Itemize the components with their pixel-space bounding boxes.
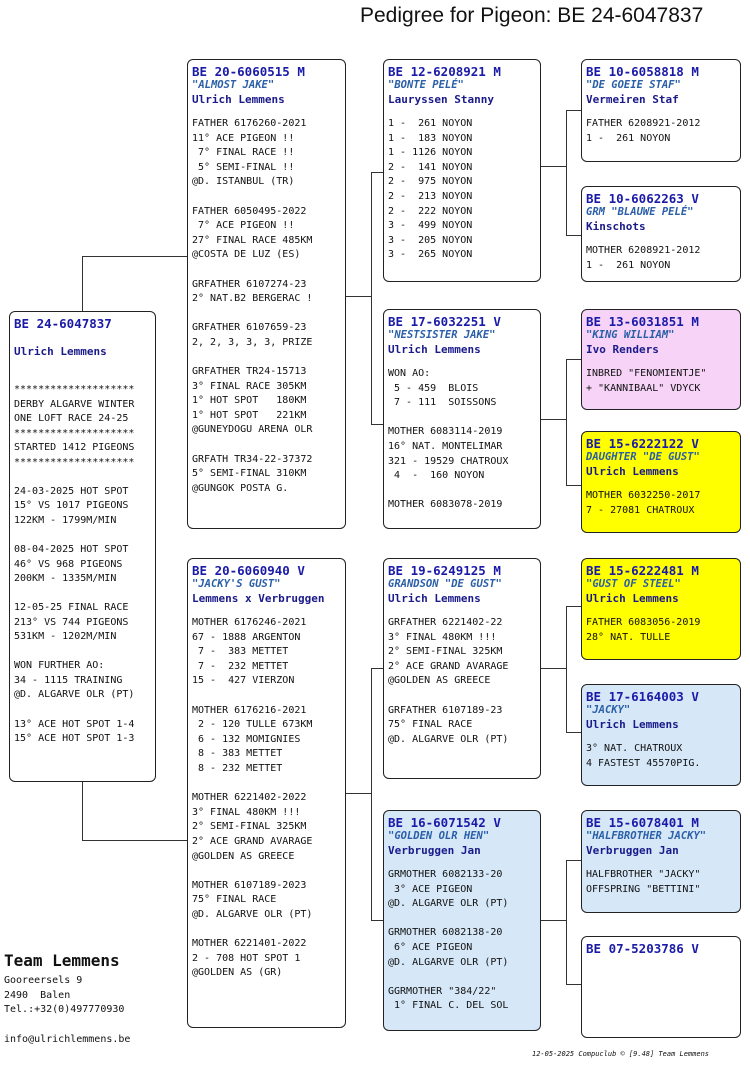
ring-number: BE 15-6222481 M (586, 563, 699, 578)
owner-name: Ivo Renders (586, 343, 659, 356)
owner-name: Ulrich Lemmens (14, 345, 107, 358)
pigeon-name: DAUGHTER "DE GUST" (586, 451, 700, 463)
connector-line (541, 668, 566, 669)
connector-line (566, 110, 567, 235)
connector-line (566, 984, 581, 985)
owner-name: Ulrich Lemmens (586, 718, 679, 731)
pigeon-name: "GOLDEN OLR HEN" (388, 830, 490, 842)
pigeon-details: FATHER 6083056-2019 28° NAT. TULLE (586, 617, 701, 643)
pigeon-details: HALFBROTHER "JACKY" OFFSPRING "BETTINI" (586, 869, 701, 895)
owner-name: Kinschots (586, 220, 646, 233)
connector-line (82, 256, 83, 311)
mother-mother-card[interactable] (383, 810, 541, 1031)
fff-card[interactable] (581, 59, 741, 162)
father-father-card[interactable] (383, 59, 541, 282)
connector-line (371, 172, 383, 173)
pigeon-name: "BONTE PELÉ" (388, 79, 464, 91)
ring-number: BE 20-6060515 M (192, 64, 305, 79)
team-address: Gooreersels 9 2490 Balen Tel.:+32(0)497770930 (4, 975, 125, 1015)
father-card[interactable] (187, 59, 346, 529)
pigeon-details: WON AO: 5 - 459 BLOIS 7 - 111 SOISSONS MOTHER 6083114-2019 16° NAT. MONTELIMAR 321 - 19529 CHATROUX 4 - 160 NOYON MOTHER 6083078-2019 (388, 368, 509, 511)
ring-number: BE 07-5203786 V (586, 941, 699, 956)
connector-line (566, 606, 567, 732)
fmm-card[interactable] (581, 431, 741, 533)
owner-name: Ulrich Lemmens (586, 465, 679, 478)
team-email[interactable]: info@ulrichlemmens.be (4, 1034, 131, 1045)
mother-card[interactable] (187, 558, 346, 1028)
ring-number: BE 19-6249125 M (388, 563, 501, 578)
pigeon-details: GRMOTHER 6082133-20 3° ACE PIGEON @D. ALGARVE OLR (PT) GRMOTHER 6082138-20 6° ACE PIGEON @D. ALGARVE OLR (PT) GGRMOTHER "384/22" 1° FINAL C. DEL SOL (388, 869, 509, 1012)
ring-number: BE 15-6222122 V (586, 436, 699, 451)
connector-line (541, 920, 566, 921)
ring-number: BE 24-6047837 (14, 316, 112, 331)
ring-number: BE 20-6060940 V (192, 563, 305, 578)
connector-line (346, 296, 371, 297)
owner-name: Verbruggen Jan (388, 844, 481, 857)
ring-number: BE 10-6062263 V (586, 191, 699, 206)
connector-line (371, 668, 383, 669)
owner-name: Lauryssen Stanny (388, 93, 494, 106)
ffm-card[interactable] (581, 186, 741, 282)
connector-line (566, 732, 581, 733)
pigeon-details: MOTHER 6176246-2021 67 - 1888 ARGENTON 7 - 383 METTET 7 - 232 METTET 15 - 427 VIERZON MOTHER 6176216-2021 2 - 120 TULLE 673KM 6 - 132 MOMIGNIES 8 - 383 METTET 8 - 232 METTET MOTHER 6221402-2022 3° FINAL 480KM !!! 2° SEMI-FINAL 325KM 2° ACE GRAND AVARAGE @GOLDEN AS GREECE MOTHER 6107189-2023 75° FINAL RACE @D. ALGARVE OLR (PT) MOTHER 6221401-2022 2 - 708 HOT SPOT 1 @GOLDEN AS (GR) (192, 617, 313, 979)
footer-credit: 12-05-2025 Compuclub © [9.48] Team Lemmens (532, 1050, 710, 1058)
connector-line (82, 840, 187, 841)
mmf-card[interactable] (581, 810, 741, 913)
mmm-card[interactable] (581, 936, 741, 1038)
father-mother-card[interactable] (383, 309, 541, 529)
pigeon-details: MOTHER 6032250-2017 7 - 27081 CHATROUX (586, 490, 701, 516)
connector-line (371, 424, 383, 425)
owner-name: Ulrich Lemmens (192, 93, 285, 106)
owner-name: Vermeiren Staf (586, 93, 679, 106)
pigeon-name: "KING WILLIAM" (586, 329, 675, 341)
mff-card[interactable] (581, 558, 741, 660)
connector-line (566, 359, 567, 485)
connector-line (566, 485, 581, 486)
connector-line (566, 860, 581, 861)
team-name: Team Lemmens (4, 951, 120, 970)
ring-number: BE 15-6078401 M (586, 815, 699, 830)
ring-number: BE 13-6031851 M (586, 314, 699, 329)
pigeon-name: "JACKY'S GUST" (192, 578, 281, 590)
ring-number: BE 12-6208921 M (388, 64, 501, 79)
pigeon-details: FATHER 6176260-2021 11° ACE PIGEON !! 7° FINAL RACE !! 5° SEMI-FINAL !! @D. ISTANBUL (TR) FATHER 6050495-2022 7° ACE PIGEON !! 27° FINAL RACE 485KM @COSTA DE LUZ (ES) GRFATHER 6107274-23 2° NAT.B2 BERGERAC ! GRFATHER 6107659-23 2, 2, 3, 3, 3, PRIZE GRFATHER TR24-15713 3° FINAL RACE 305KM 1° HOT SPOT 180KM 1° HOT SPOT 221KM @GUNEYDOGU ARENA OLR GRFATH TR34-22-37372 5° SEMI-FINAL 310KM @GUNGOK POSTA G. (192, 118, 313, 494)
pigeon-details: ******************** DERBY ALGARVE WINTER ONE LOFT RACE 24-25 ******************** STARTED 1412 PIGEONS ******************** 24-03-2025 HOT SPOT 15° VS 1017 PIGEONS 122KM - 1799M/MIN 08-04-2025 HOT SPOT 46° VS 968 PIGEONS 200KM - 1335M/MIN 12-05-25 FINAL RACE 213° VS 744 PIGEONS 531KM - 1202M/MIN WON FURTHER AO: 34 - 1115 TRAINING @D. ALGARVE OLR (PT) 13° ACE HOT SPOT 1-4 15° ACE HOT SPOT 1-3 (14, 384, 135, 745)
pigeon-name: "NESTSISTER JAKE" (388, 329, 496, 341)
connector-line (566, 860, 567, 984)
pigeon-details: MOTHER 6208921-2012 1 - 261 NOYON (586, 245, 701, 271)
pigeon-details: 1 - 261 NOYON 1 - 183 NOYON 1 - 1126 NOYON 2 - 141 NOYON 2 - 975 NOYON 2 - 213 NOYON 2 - 222 NOYON 3 - 499 NOYON 3 - 205 NOYON 3 - 265 NOYON (388, 118, 473, 261)
subject-pigeon-card[interactable] (9, 311, 156, 782)
ring-number: BE 10-6058818 M (586, 64, 699, 79)
connector-line (82, 256, 187, 257)
pigeon-name: "JACKY" (586, 704, 631, 716)
page-title: Pedigree for Pigeon: BE 24-6047837 (360, 4, 704, 27)
pigeon-details: 3° NAT. CHATROUX 4 FASTEST 45570PIG. (586, 743, 701, 769)
pigeon-name: "GUST OF STEEL" (586, 578, 681, 590)
ring-number: BE 17-6032251 V (388, 314, 501, 329)
connector-line (566, 235, 581, 236)
pigeon-details: INBRED "FENOMIENTJE" + "KANNIBAAL" VDYCK (586, 368, 707, 394)
owner-name: Verbruggen Jan (586, 844, 679, 857)
connector-line (371, 172, 372, 424)
connector-line (371, 668, 372, 920)
connector-line (541, 419, 566, 420)
pigeon-details: FATHER 6208921-2012 1 - 261 NOYON (586, 118, 701, 144)
connector-line (371, 920, 383, 921)
connector-line (346, 793, 371, 794)
pigeon-name: GRM "BLAUWE PELÉ" (586, 206, 694, 218)
ring-number: BE 16-6071542 V (388, 815, 501, 830)
owner-name: Ulrich Lemmens (388, 592, 481, 605)
connector-line (566, 606, 581, 607)
ring-number: BE 17-6164003 V (586, 689, 699, 704)
connector-line (566, 110, 581, 111)
connector-line (541, 166, 566, 167)
mfm-card[interactable] (581, 684, 741, 786)
pigeon-name: GRANDSON "DE GUST" (388, 578, 502, 590)
owner-name: Ulrich Lemmens (388, 343, 481, 356)
pigeon-name: "ALMOST JAKE" (192, 79, 275, 91)
pigeon-name: "HALFBROTHER JACKY" (586, 830, 707, 842)
owner-name: Ulrich Lemmens (586, 592, 679, 605)
pigeon-name: "DE GOEIE STAF" (586, 79, 681, 91)
owner-name: Lemmens x Verbruggen (192, 592, 325, 605)
connector-line (82, 782, 83, 840)
connector-line (566, 359, 581, 360)
pigeon-details: GRFATHER 6221402-22 3° FINAL 480KM !!! 2° SEMI-FINAL 325KM 2° ACE GRAND AVARAGE @GOLDEN AS GREECE GRFATHER 6107189-23 75° FINAL RACE @D. ALGARVE OLR (PT) (388, 617, 509, 745)
fmf-card[interactable] (581, 309, 741, 410)
mother-father-card[interactable] (383, 558, 541, 779)
